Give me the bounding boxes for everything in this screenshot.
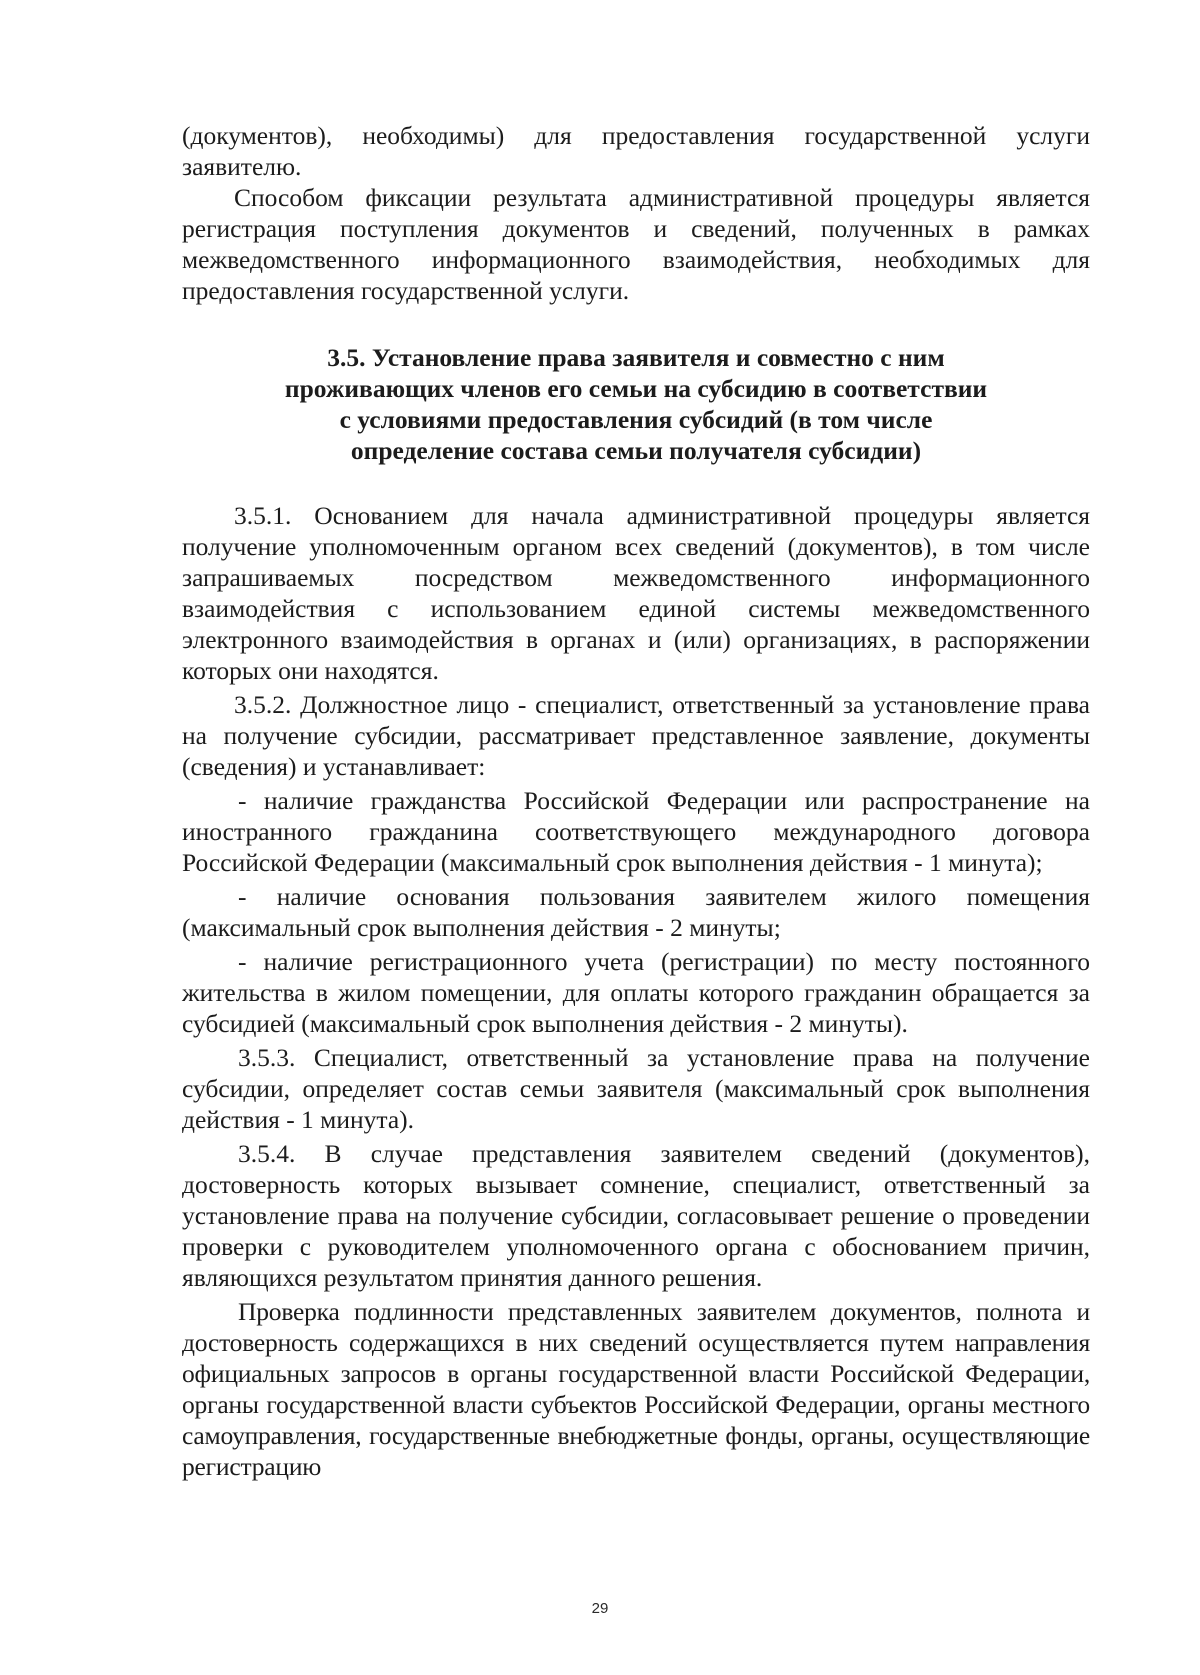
paragraph-3-5-4: 3.5.4. В случае представления заявителем сведений (документов), достоверность которых вызывает сомнение, специалист, ответственный за установление права на получение субсидии, согласовывает решение о проведении проверки с руководителем уполномоченного органа с обоснованием причин, являющихся результатом принятия данного решения.: [182, 1139, 1090, 1292]
section-heading-3-5: [182, 342, 1090, 466]
list-item-citizenship: - наличие гражданства Российской Федерации или распространение на иностранного гражданина соответствующего международного договора Российской Федерации (максимальный срок выполнения действия - 1 минута);: [182, 786, 1090, 877]
heading-line: определение состава семьи получателя субсидии): [350, 436, 922, 465]
heading-line: с условиями предоставления субсидий (в том числе: [339, 405, 933, 434]
heading-line: 3.5. Установление права заявителя и совместно с ним: [327, 343, 945, 372]
paragraph-result-fixation: Способом фиксации результата административной процедуры является регистрация поступления документов и сведений, полученных в рамках межведомственного информационного взаимодействия, необходимых для предоставления государственной услуги.: [182, 183, 1090, 305]
page-number: 29: [591, 1600, 609, 1617]
paragraph-3-5-1: 3.5.1. Основанием для начала административной процедуры является получение уполномоченным органом всех сведений (документов), в том числе запрашиваемых посредством межведомственного информационного взаимодействия с использованием единой системы межведомственного электронного взаимодействия в органах и (или) организациях, в распоряжении которых они находятся.: [182, 501, 1090, 685]
paragraph-verification: Проверка подлинности представленных заявителем документов, полнота и достоверность содержащихся в них сведений осуществляется путем направления официальных запросов в органы государственной власти Российской Федерации, органы государственной власти субъектов Российской Федерации, органы местного самоуправления, государственные внебюджетные фонды, органы, осуществляющие регистрацию: [182, 1297, 1090, 1481]
document-page: [182, 120, 1090, 1482]
paragraph-3-5-3: 3.5.3. Специалист, ответственный за установление права на получение субсидии, определяет состав семьи заявителя (максимальный срок выполнения действия - 1 минута).: [182, 1043, 1090, 1134]
paragraph-3-5-2: 3.5.2. Должностное лицо - специалист, ответственный за установление права на получение субсидии, рассматривает представленное заявление, документы (сведения) и устанавливает:: [182, 690, 1090, 781]
heading-line: проживающих членов его семьи на субсидию в соответствии: [284, 374, 988, 403]
paragraph-continuation: (документов), необходимы) для предоставления государственной услуги заявителю.: [182, 121, 1090, 181]
list-item-registration: - наличие регистрационного учета (регистрации) по месту постоянного жительства в жилом помещении, для оплаты которого гражданин обращается за субсидией (максимальный срок выполнения действия - 2 минуты).: [182, 947, 1090, 1038]
list-item-housing-basis: - наличие основания пользования заявителем жилого помещения (максимальный срок выполнения действия - 2 минуты;: [182, 882, 1090, 942]
